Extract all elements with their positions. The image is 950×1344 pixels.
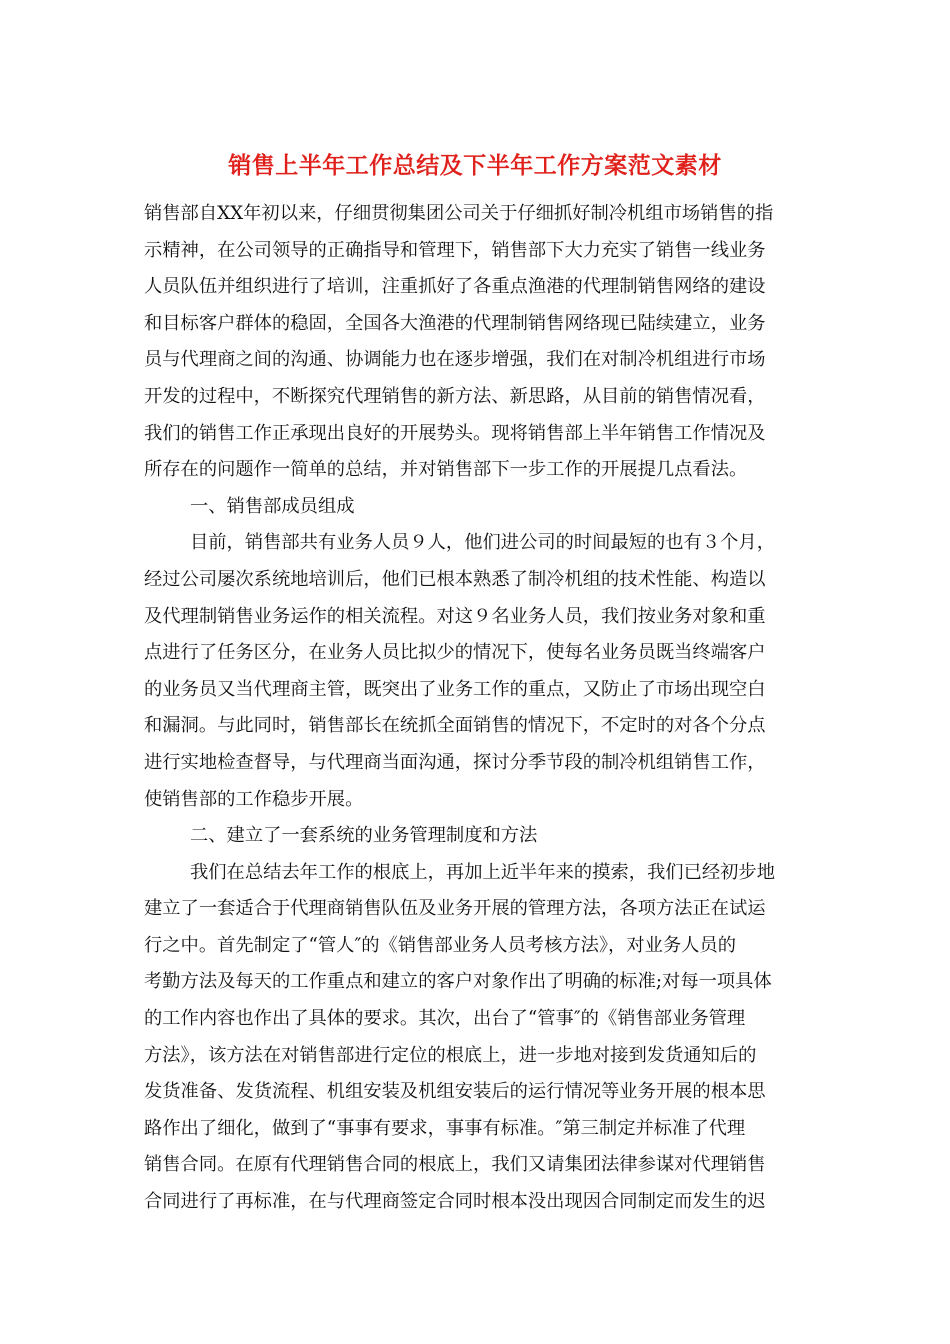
body-text-line: 的工作内容也作出了具体的要求。其次，出台了“管事″的《销售部业务管理 [144, 1008, 746, 1030]
body-text-line: 经过公司屡次系统地培训后，他们已根本熟悉了制冷机组的技术性能、构造以 [144, 568, 766, 590]
body-text-line: 点进行了任务区分，在业务人员比拟少的情况下，使每名业务员既当终端客户 [144, 642, 766, 664]
document-body [144, 196, 810, 1221]
body-text-line: 路作出了细化，做到了“事事有要求，事事有标准。″第三制定并标准了代理 [144, 1117, 746, 1139]
body-text-line: 进行实地检查督导，与代理商当面沟通，探讨分季节段的制冷机组销售工作， [144, 751, 766, 773]
body-text-line: 销售部自XX年初以来，仔细贯彻集团公司关于仔细抓好制冷机组市场销售的指 [144, 203, 774, 224]
body-text-line: 人员队伍并组织进行了培训，注重抓好了各重点渔港的代理制销售网络的建设 [144, 276, 766, 298]
body-text-line: 示精神，在公司领导的正确指导和管理下，销售部下大力充实了销售一线业务 [144, 239, 766, 261]
body-text-line: 及代理制销售业务运作的相关流程。对这９名业务人员，我们按业务对象和重 [144, 605, 766, 627]
body-text-line: 员与代理商之间的沟通、协调能力也在逐步增强，我们在对制冷机组进行市场 [144, 349, 766, 371]
body-text-line: 和漏洞。与此同时，销售部长在统抓全面销售的情况下，不定时的对各个分点 [144, 715, 766, 737]
document-title: 销售上半年工作总结及下半年工作方案范文素材 [228, 152, 722, 179]
body-text-line: 和目标客户群体的稳固，全国各大渔港的代理制销售网络现已陆续建立，业务 [144, 312, 766, 334]
body-text-line: 我们在总结去年工作的根底上，再加上近半年来的摸索，我们已经初步地 [190, 861, 775, 883]
body-text-line: 考勤方法及每天的工作重点和建立的客户对象作出了明确的标准;对每一项具体 [144, 971, 772, 993]
body-text-line: 合同进行了再标准，在与代理商签定合同时根本没出现因合同制定而发生的迟 [144, 1191, 766, 1213]
body-text-line: 一、销售部成员组成 [190, 495, 355, 517]
body-text-line: 销售合同。在原有代理销售合同的根底上，我们又请集团法律参谋对代理销售 [144, 1154, 766, 1176]
body-text-line: 建立了一套适合于代理商销售队伍及业务开展的管理方法，各项方法正在试运 [144, 898, 766, 920]
body-text-line: 的业务员又当代理商主管，既突出了业务工作的重点，又防止了市场出现空白 [144, 678, 766, 700]
body-text-line: 行之中。首先制定了“管人″的《销售部业务人员考核方法》，对业务人员的 [144, 934, 737, 956]
body-text-line: 使销售部的工作稳步开展。 [144, 788, 364, 810]
body-text-line: 发货准备、发货流程、机组安装及机组安装后的运行情况等业务开展的根本思 [144, 1081, 766, 1103]
body-text-line: 二、建立了一套系统的业务管理制度和方法 [190, 825, 538, 847]
body-text-line: 目前，销售部共有业务人员９人，他们进公司的时间最短的也有３个月， [190, 532, 775, 554]
body-text-line: 我们的销售工作正承现出良好的开展势头。现将销售部上半年销售工作情况及 [144, 422, 766, 444]
body-text-line: 开发的过程中，不断探究代理销售的新方法、新思路，从目前的销售情况看， [144, 385, 766, 407]
body-text-line: 所存在的问题作一简单的总结，并对销售部下一步工作的开展提几点看法。 [144, 459, 748, 481]
body-text-line: 方法》，该方法在对销售部进行定位的根底上，进一步地对接到发货通知后的 [144, 1044, 757, 1066]
